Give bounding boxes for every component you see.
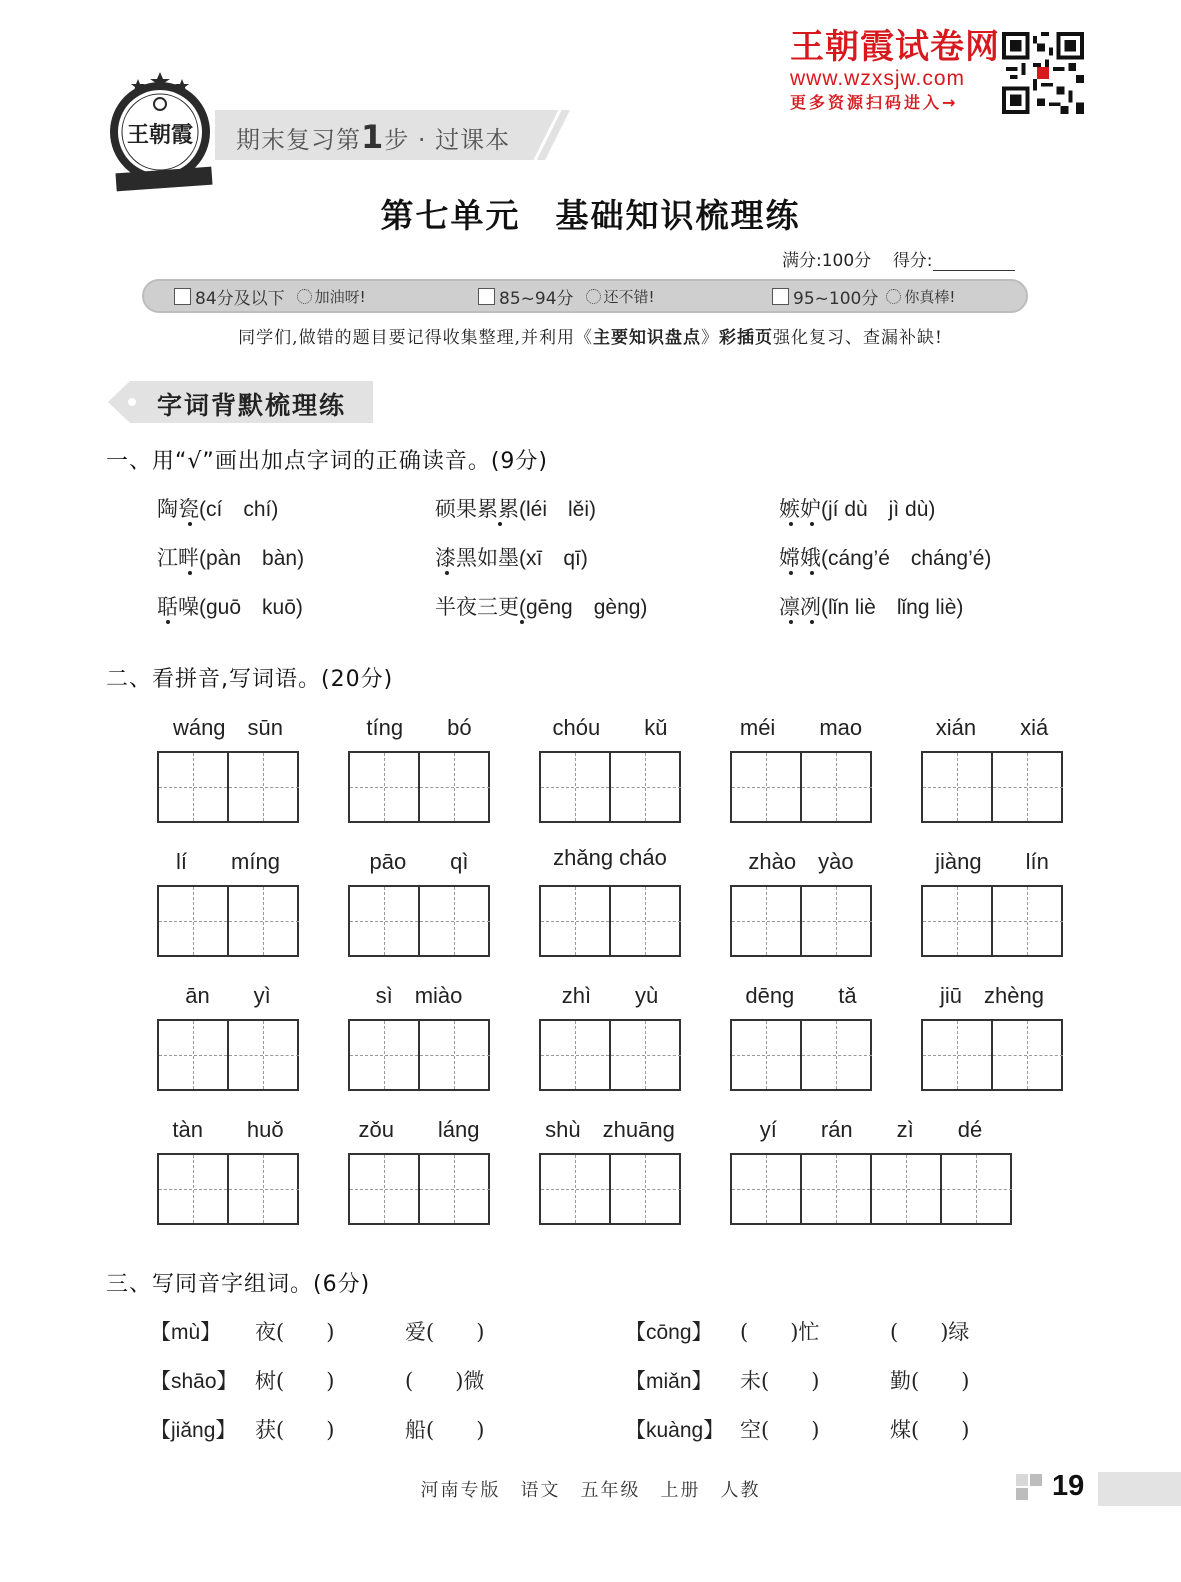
q1-item[interactable]: [435, 591, 647, 621]
pinyin-options[interactable]: (léi lěi): [519, 498, 597, 521]
homophone-pinyin: [625, 1414, 724, 1444]
grid-cell[interactable]: [923, 1021, 993, 1089]
grid-cell[interactable]: [732, 887, 802, 955]
writing-grid[interactable]: [157, 751, 299, 823]
emphasis-dot: [810, 522, 814, 526]
homophone-blank[interactable]: [405, 1414, 484, 1444]
grid-cell[interactable]: [732, 1155, 802, 1223]
emphasis-dot: [789, 571, 793, 575]
writing-grid[interactable]: [348, 1019, 490, 1091]
word: 漆黑如墨: [435, 546, 519, 570]
score-line: [782, 246, 1015, 271]
page-number: 19: [1052, 1470, 1085, 1502]
pinyin: 【miǎn】: [625, 1370, 713, 1393]
homophone-blank[interactable]: [740, 1365, 819, 1395]
blank-word[interactable]: 夜( ): [255, 1320, 335, 1344]
writing-grid[interactable]: [539, 1019, 681, 1091]
emphasis-dot: [789, 522, 793, 526]
pinyin-prompt: zhì yù: [561, 983, 659, 1008]
grade-option-2[interactable]: [478, 283, 655, 309]
grid-cell[interactable]: [159, 887, 229, 955]
checkbox[interactable]: [478, 288, 495, 305]
grid-cell[interactable]: [350, 1021, 420, 1089]
grid-cell[interactable]: [229, 1155, 299, 1223]
blank-word[interactable]: 爱( ): [405, 1320, 485, 1344]
step-prefix: 期末复习第: [236, 126, 361, 154]
pinyin: 【cōng】: [625, 1321, 713, 1344]
writing-grid[interactable]: [539, 1153, 681, 1225]
writing-grid[interactable]: [921, 1019, 1063, 1091]
homophone-blank[interactable]: [255, 1414, 334, 1444]
blank-word[interactable]: 勤( ): [890, 1369, 970, 1393]
wangzhaoxia-logo: [108, 70, 216, 192]
grid-cell[interactable]: [802, 1021, 872, 1089]
word: 嫉妒: [779, 497, 821, 521]
pinyin-prompt: zhào yào: [748, 849, 854, 874]
writing-grid[interactable]: [539, 751, 681, 823]
q1-item[interactable]: [435, 542, 588, 572]
pinyin-options[interactable]: (cí chí): [199, 498, 279, 521]
grid-cell[interactable]: [611, 1155, 681, 1223]
q1-item[interactable]: [779, 493, 935, 523]
pinyin-prompt: jiū zhèng: [940, 983, 1044, 1008]
blank-word[interactable]: 船( ): [405, 1418, 485, 1442]
question-1-title: 一、用“√”画出加点字词的正确读音。(9分): [106, 449, 548, 474]
pinyin-prompt: zǒu láng: [358, 1117, 480, 1142]
writing-grid[interactable]: [348, 885, 490, 957]
homophone-blank[interactable]: [890, 1365, 969, 1395]
pinyin-prompt: wáng sūn: [172, 715, 284, 740]
writing-grid[interactable]: [730, 885, 872, 957]
homophone-blank[interactable]: [890, 1414, 969, 1444]
blank-word[interactable]: 煤( ): [890, 1418, 970, 1442]
pinyin-prompt: tàn huǒ: [172, 1117, 284, 1142]
grid-cell[interactable]: [802, 1155, 872, 1223]
emphasis-dot: [166, 620, 170, 624]
grid-cell[interactable]: [420, 887, 490, 955]
q1-item[interactable]: [157, 493, 278, 523]
grid-cell[interactable]: [159, 1155, 229, 1223]
qr-code-icon[interactable]: [1002, 32, 1084, 114]
pinyin-options[interactable]: (pàn bàn): [199, 547, 305, 570]
full-score: 满分:100分: [782, 251, 872, 271]
emphasis-dot: [789, 620, 793, 624]
smiley-icon: [297, 289, 312, 304]
pinyin-prompt: dēng tǎ: [745, 983, 857, 1008]
grid-cell[interactable]: [802, 887, 872, 955]
grade-range: 95~100分: [793, 288, 879, 309]
pinyin-prompt: zhǎng cháo: [553, 845, 667, 870]
grid-cell[interactable]: [942, 1155, 1012, 1223]
page-number-bg: [1098, 1472, 1181, 1506]
pinyin-options[interactable]: (guō kuō): [199, 596, 303, 619]
pinyin-prompt: sì miào: [375, 983, 463, 1008]
homophone-blank[interactable]: [740, 1414, 819, 1444]
homophone-pinyin: [625, 1365, 713, 1395]
q1-item[interactable]: [779, 542, 991, 572]
homophone-blank[interactable]: [255, 1316, 334, 1346]
grade-comment: 还不错!: [603, 287, 655, 306]
writing-grid[interactable]: [348, 751, 490, 823]
pinyin-options[interactable]: (lǐn liè lǐng liè): [821, 596, 964, 619]
writing-grid[interactable]: [539, 885, 681, 957]
pinyin-prompt: ān yì: [185, 983, 271, 1008]
pinyin-prompt: xián xiá: [935, 715, 1049, 740]
grid-cell[interactable]: [732, 1021, 802, 1089]
emphasis-dot: [498, 522, 502, 526]
writing-grid[interactable]: [157, 1153, 299, 1225]
emphasis-dot: [520, 620, 524, 624]
pinyin-options[interactable]: (gēng gèng): [519, 596, 648, 619]
blank-word[interactable]: ( )绿: [890, 1320, 970, 1344]
grid-cell[interactable]: [732, 753, 802, 821]
emphasis-dot: [188, 571, 192, 575]
notice-text: [0, 323, 1181, 348]
grid-cell[interactable]: [420, 1021, 490, 1089]
q1-item[interactable]: [779, 591, 963, 621]
grid-cell[interactable]: [229, 887, 299, 955]
grid-cell[interactable]: [923, 753, 993, 821]
notice-bold2: 彩插页: [718, 328, 773, 348]
blank-word[interactable]: 树( ): [255, 1369, 335, 1393]
step-num: 1: [361, 118, 385, 156]
grid-cell[interactable]: [541, 1021, 611, 1089]
pinyin-prompt: yí rán zì dé: [759, 1117, 983, 1142]
writing-grid[interactable]: [921, 751, 1063, 823]
grid-cell[interactable]: [541, 1155, 611, 1223]
grid-cell[interactable]: [993, 887, 1063, 955]
word: 嫦娥: [779, 546, 821, 570]
grade-range: 84分及以下: [195, 288, 285, 309]
grid-cell[interactable]: [872, 1155, 942, 1223]
blank-word[interactable]: 空( ): [740, 1418, 820, 1442]
grid-cell[interactable]: [802, 753, 872, 821]
q1-item[interactable]: [157, 542, 304, 572]
writing-grid[interactable]: [157, 885, 299, 957]
pinyin-prompt: pāo qì: [369, 849, 469, 874]
section-label: 字词背默梳理练: [157, 391, 347, 420]
page-title: 第七单元 基础知识梳理练: [380, 196, 801, 235]
homophone-blank[interactable]: [405, 1316, 484, 1346]
grid-cell[interactable]: [420, 1155, 490, 1223]
grid-cell[interactable]: [420, 753, 490, 821]
notice-pre: 同学们,做错的题目要记得收集整理,并利用《: [238, 328, 593, 348]
grid-cell[interactable]: [923, 887, 993, 955]
pinyin-prompt: jiàng lín: [935, 849, 1049, 874]
q1-item[interactable]: [435, 493, 596, 523]
checkbox[interactable]: [772, 288, 789, 305]
homophone-blank[interactable]: [740, 1316, 819, 1346]
smiley-icon: [886, 289, 901, 304]
pinyin-prompt: méi mao: [739, 715, 863, 740]
brand-more: 更多资源扫码进入→: [790, 93, 959, 112]
pinyin-options[interactable]: (xī qī): [519, 547, 588, 570]
smiley-icon: [586, 289, 601, 304]
grade-range: 85~94分: [499, 288, 574, 309]
homophone-pinyin: [150, 1414, 236, 1444]
grid-cell[interactable]: [993, 753, 1063, 821]
question-2-title: 二、看拼音,写词语。(20分): [106, 667, 394, 692]
writing-grid[interactable]: [348, 1153, 490, 1225]
grid-cell[interactable]: [993, 1021, 1063, 1089]
writing-grid[interactable]: [730, 1019, 872, 1091]
writing-grid[interactable]: [730, 751, 872, 823]
writing-grid[interactable]: [921, 885, 1063, 957]
homophone-pinyin: [150, 1316, 221, 1346]
pinyin: 【jiǎng】: [150, 1419, 237, 1442]
grid-cell[interactable]: [611, 1021, 681, 1089]
grid-cell[interactable]: [611, 887, 681, 955]
homophone-blank[interactable]: [255, 1365, 334, 1395]
homophone-pinyin: [625, 1316, 713, 1346]
step-title: [236, 118, 510, 156]
emphasis-dot: [445, 571, 449, 575]
blank-word[interactable]: ( )微: [405, 1369, 485, 1393]
footer-edition: 河南专版 语文 五年级 上册 人教: [420, 1480, 761, 1501]
grid-cell[interactable]: [229, 1021, 299, 1089]
grade-comment: 你真棒!: [904, 287, 956, 306]
blank-word[interactable]: ( )忙: [740, 1320, 820, 1344]
word: 聒噪: [157, 595, 199, 619]
grade-option-3[interactable]: [772, 283, 955, 309]
grade-option-1[interactable]: [174, 283, 366, 309]
grid-cell[interactable]: [159, 753, 229, 821]
homophone-blank[interactable]: [890, 1316, 969, 1346]
blank-word[interactable]: 未( ): [740, 1369, 820, 1393]
word: 江畔: [157, 546, 199, 570]
checkbox[interactable]: [174, 288, 191, 305]
q1-item[interactable]: [157, 591, 303, 621]
grid-cell[interactable]: [350, 1155, 420, 1223]
brand-url[interactable]: www.wzxsjw.com: [790, 67, 966, 90]
word: 陶瓷: [157, 497, 199, 521]
pinyin: 【kuàng】: [625, 1419, 725, 1442]
notice-post: 强化复习、查漏补缺!: [772, 328, 943, 348]
notice-bold: 主要知识盘点: [592, 328, 701, 348]
score-blank[interactable]: [933, 253, 1015, 271]
grade-comment: 加油呀!: [314, 287, 366, 306]
homophone-blank[interactable]: [405, 1365, 484, 1395]
page-corner-deco: [1016, 1474, 1048, 1506]
writing-grid[interactable]: [157, 1019, 299, 1091]
step-suffix: 步 · 过课本: [384, 126, 511, 154]
pinyin-options[interactable]: (jí dù jì dù): [821, 498, 936, 521]
notice-mid: 》: [700, 328, 719, 348]
emphasis-dot: [810, 620, 814, 624]
emphasis-dot: [810, 571, 814, 575]
brand-name: 王朝霞试卷网: [790, 27, 1000, 67]
brand-block[interactable]: [790, 28, 1000, 114]
got-score-label: 得分:: [892, 251, 933, 271]
grid-cell[interactable]: [350, 753, 420, 821]
pinyin-options[interactable]: (cáng’é cháng’é): [821, 547, 992, 570]
writing-grid[interactable]: [730, 1153, 1012, 1225]
question-3-title: 三、写同音字组词。(6分): [106, 1272, 371, 1297]
pinyin: 【mù】: [150, 1321, 222, 1344]
emphasis-dot: [188, 522, 192, 526]
blank-word[interactable]: 获( ): [255, 1418, 335, 1442]
word: 凛冽: [779, 595, 821, 619]
svg-text:王朝霞: 王朝霞: [126, 122, 194, 148]
grid-cell[interactable]: [611, 753, 681, 821]
grid-cell[interactable]: [159, 1021, 229, 1089]
pinyin-prompt: shù zhuāng: [545, 1117, 675, 1142]
grid-cell[interactable]: [541, 753, 611, 821]
word: 硕果累累: [435, 497, 519, 521]
pinyin-prompt: chóu kǔ: [552, 715, 668, 740]
grid-cell[interactable]: [541, 887, 611, 955]
grid-cell[interactable]: [350, 887, 420, 955]
pinyin: 【shāo】: [150, 1370, 238, 1393]
grid-cell[interactable]: [229, 753, 299, 821]
homophone-pinyin: [150, 1365, 238, 1395]
pinyin-prompt: lí míng: [176, 849, 280, 874]
pinyin-prompt: tíng bó: [366, 715, 472, 740]
word: 半夜三更: [435, 595, 519, 619]
